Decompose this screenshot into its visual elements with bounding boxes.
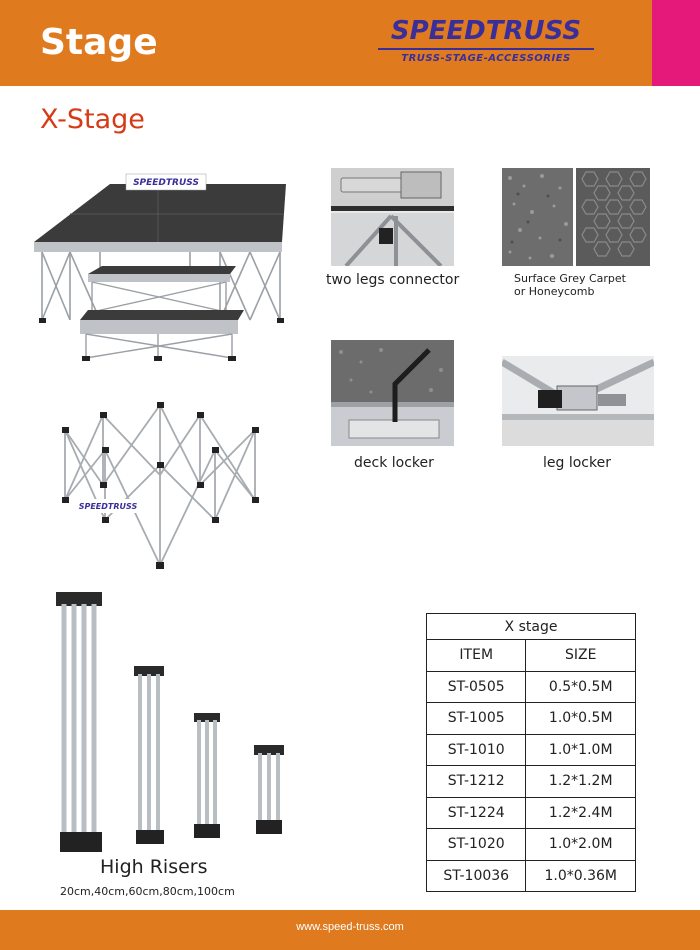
spec-table-caption: X stage [427, 614, 636, 640]
x-stage-spec-table [426, 613, 636, 892]
page-title: Stage [40, 22, 158, 63]
size-cell: 1.0*0.36M [526, 860, 636, 892]
item-cell: ST-1005 [427, 703, 526, 735]
high-risers-illustration [50, 590, 320, 855]
stage-banner-text: SPEEDTRUSS [133, 178, 199, 188]
item-cell: ST-0505 [427, 671, 526, 703]
leg-locker-caption: leg locker [543, 455, 611, 471]
logo-rule [378, 48, 594, 50]
item-cell: ST-1224 [427, 797, 526, 829]
surface-caption-line2: or Honeycomb [514, 285, 595, 298]
accent-block [652, 0, 700, 86]
size-cell: 1.0*1.0M [526, 734, 636, 766]
surface-caption-line1: Surface Grey Carpet [514, 272, 626, 285]
brand-name: SPEEDTRUSS [390, 16, 582, 46]
table-row [427, 734, 636, 766]
legs-connector-photo [331, 168, 454, 266]
size-cell: 1.0*2.0M [526, 829, 636, 861]
spec-header-size: SIZE [526, 640, 636, 672]
leg-locker-photo [502, 356, 654, 446]
frame-brand-text: SPEEDTRUSS [78, 502, 138, 511]
high-risers-sizes: 20cm,40cm,60cm,80cm,100cm [60, 885, 235, 898]
deck-locker-photo [331, 340, 454, 446]
section-title: X-Stage [40, 104, 145, 135]
table-row [427, 703, 636, 735]
item-cell: ST-1020 [427, 829, 526, 861]
spec-header-item: ITEM [427, 640, 526, 672]
item-cell: ST-10036 [427, 860, 526, 892]
high-risers-label: High Risers [100, 856, 208, 878]
size-cell: 0.5*0.5M [526, 671, 636, 703]
table-row [427, 766, 636, 798]
surface-carpet-photo [502, 168, 573, 266]
header-bar [0, 0, 700, 86]
surface-caption [514, 272, 626, 298]
table-row [427, 797, 636, 829]
riser-100cm [56, 592, 102, 852]
table-row [427, 860, 636, 892]
surface-honeycomb-photo [576, 168, 650, 266]
stage-illustration [30, 170, 290, 365]
table-row [427, 671, 636, 703]
riser-20cm [254, 745, 284, 834]
footer-bar [0, 910, 700, 950]
frame-illustration [55, 395, 270, 575]
brand-tagline: TRUSS-STAGE-ACCESSORIES [401, 53, 571, 64]
size-cell: 1.2*1.2M [526, 766, 636, 798]
item-cell: ST-1212 [427, 766, 526, 798]
riser-40cm [194, 713, 220, 838]
legs-connector-caption: two legs connector [326, 272, 460, 288]
size-cell: 1.0*0.5M [526, 703, 636, 735]
footer-url: www.speed-truss.com [296, 921, 404, 933]
brand-logo [378, 16, 594, 72]
deck-locker-caption: deck locker [354, 455, 434, 471]
size-cell: 1.2*2.4M [526, 797, 636, 829]
table-row [427, 829, 636, 861]
item-cell: ST-1010 [427, 734, 526, 766]
riser-60cm [134, 666, 164, 844]
